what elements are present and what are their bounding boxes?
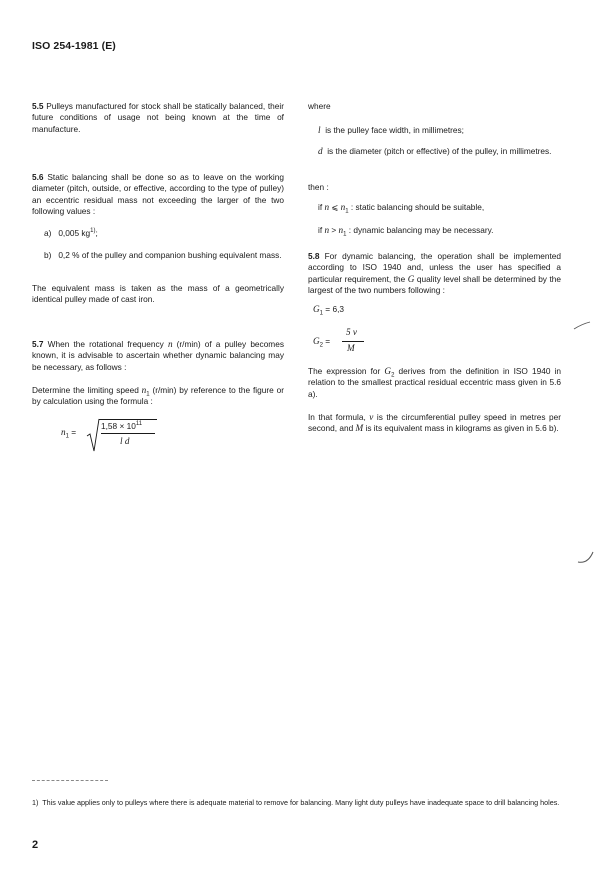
section-5-7 — [32, 339, 284, 373]
numerator — [101, 421, 142, 431]
exponent: 11 — [135, 421, 143, 428]
var-d: d — [318, 146, 323, 156]
equals-sign: = — [71, 427, 77, 437]
formula-note — [308, 412, 561, 435]
var-l: l — [318, 125, 321, 135]
subscript: 1 — [65, 433, 69, 440]
section-text: When the rotational frequency — [47, 339, 164, 349]
if-word: if — [318, 202, 323, 212]
section-number: 5.6 — [32, 172, 44, 182]
formula-n1 — [61, 418, 161, 452]
text-cont: (r/min) by reference to the figure or by calculation using the formula : — [32, 385, 284, 407]
item-label: a) — [44, 228, 52, 238]
text-cont: is the circumferential pulley speed in metres per second, and — [308, 412, 561, 434]
subscript: 1 — [319, 310, 323, 317]
denominator: l d — [120, 436, 130, 446]
margin-mark — [572, 320, 592, 332]
determine-paragraph — [32, 385, 284, 408]
var-n: n — [324, 225, 330, 235]
formula-g2 — [313, 327, 393, 357]
equals-sign: = — [325, 304, 331, 314]
var-n: n — [324, 202, 330, 212]
section-5-5 — [32, 101, 284, 135]
section-5-6 — [32, 172, 284, 217]
formula-g1 — [313, 304, 345, 317]
footnote-ref: 1) — [32, 798, 39, 807]
sqrt-icon — [86, 418, 100, 452]
var-g: G — [407, 273, 415, 284]
list-item-b — [44, 250, 284, 261]
list-item-a — [44, 228, 284, 239]
section-5-8 — [308, 251, 561, 296]
condition-text: : dynamic balancing may be necessary. — [348, 225, 494, 235]
item-text: 0,005 kg — [58, 228, 91, 238]
subscript: 2 — [391, 372, 395, 379]
footnote-text: This value applies only to pulleys where there is adequate material to remove for balancing. Many light duty pulleys have inadequate space to drill balancing holes. — [42, 798, 560, 807]
section-text: For dynamic balancing, the operation shall be implemented according to ISO 1940 and, unless the user has specified a particular requirement, the — [308, 251, 561, 284]
var-m: M — [355, 423, 364, 434]
subscript: 2 — [319, 342, 323, 349]
footnote-ref: 1) — [90, 228, 96, 235]
expression-note — [308, 366, 561, 400]
section-text-cont: (r/min) of a pulley becomes known, it is advisable to ascertain whether dynamic balancing may be necessary, as follows : — [32, 339, 284, 372]
var-g: G — [313, 336, 320, 346]
definition-d — [318, 146, 561, 157]
section-number: 5.5 — [32, 101, 44, 111]
footnote-separator — [32, 780, 108, 781]
definition-text: is the pulley face width, in millimetres; — [325, 125, 464, 135]
var-n1: n — [338, 225, 344, 235]
document-header: ISO 254-1981 (E) — [32, 40, 116, 52]
item-label: b) — [44, 250, 52, 260]
section-text: Static balancing shall be done so as to leave on the working diameter (pitch, outside, or effective, according to the type of pulley) an eccentric residual mass not exceeding the larger of the two following values : — [32, 172, 284, 216]
var-g: G — [313, 304, 320, 314]
var-n: n — [167, 339, 173, 349]
item-end: ; — [95, 228, 98, 238]
section-text: Pulleys manufactured for stock shall be statically balanced, their future conditions of usage not being known at the time of manufacture. — [32, 101, 284, 134]
equals-sign: = — [325, 336, 331, 346]
text-end: is its equivalent mass in kilograms as given in 5.6 b). — [365, 423, 559, 434]
numerator: 5 v — [346, 327, 357, 337]
subscript: 1 — [343, 231, 347, 238]
section-number: 5.8 — [308, 251, 320, 261]
var-n1: n — [340, 202, 346, 212]
item-text: 0,2 % of the pulley and companion bushing equivalent mass. — [58, 250, 282, 260]
operator: > — [331, 225, 337, 235]
definition-text: is the diameter (pitch or effective) of the pulley, in millimetres. — [327, 146, 552, 156]
var-n: n — [141, 385, 147, 395]
numerator-text: 1,58 × 10 — [101, 421, 136, 431]
denominator: M — [347, 343, 355, 353]
text: In that formula, — [308, 412, 366, 422]
if-word: if — [318, 225, 323, 235]
then-label: then : — [308, 182, 329, 192]
var-n: n — [61, 427, 66, 437]
var-v: v — [369, 412, 374, 422]
fraction-bar — [342, 341, 364, 342]
subscript: 1 — [146, 391, 150, 398]
definition-l — [318, 125, 561, 136]
condition-text: : static balancing should be suitable, — [350, 202, 485, 212]
text: Determine the limiting speed — [32, 385, 139, 395]
subscript: 1 — [345, 208, 349, 215]
operator: ⩽ — [331, 202, 339, 212]
condition-dynamic — [318, 225, 561, 236]
g1-value: 6,3 — [332, 304, 345, 314]
footnote — [32, 797, 577, 809]
condition-static — [318, 202, 561, 213]
section-text-cont: quality level shall be determined by the largest of the two numbers following : — [308, 273, 561, 295]
equivalent-mass-note: The equivalent mass is taken as the mass of a geometrically identical pulley made of cast iron. — [32, 283, 284, 305]
margin-mark — [576, 548, 596, 568]
page-number: 2 — [32, 839, 39, 851]
text-cont: derives from the definition in ISO 1940 in relation to the smallest practical residual eccentric mass given in 5.6 a). — [308, 366, 561, 399]
var-g: G — [384, 366, 392, 376]
text: The expression for — [308, 366, 381, 376]
where-label: where — [308, 101, 331, 111]
fraction-bar — [101, 433, 155, 434]
section-number: 5.7 — [32, 339, 44, 349]
